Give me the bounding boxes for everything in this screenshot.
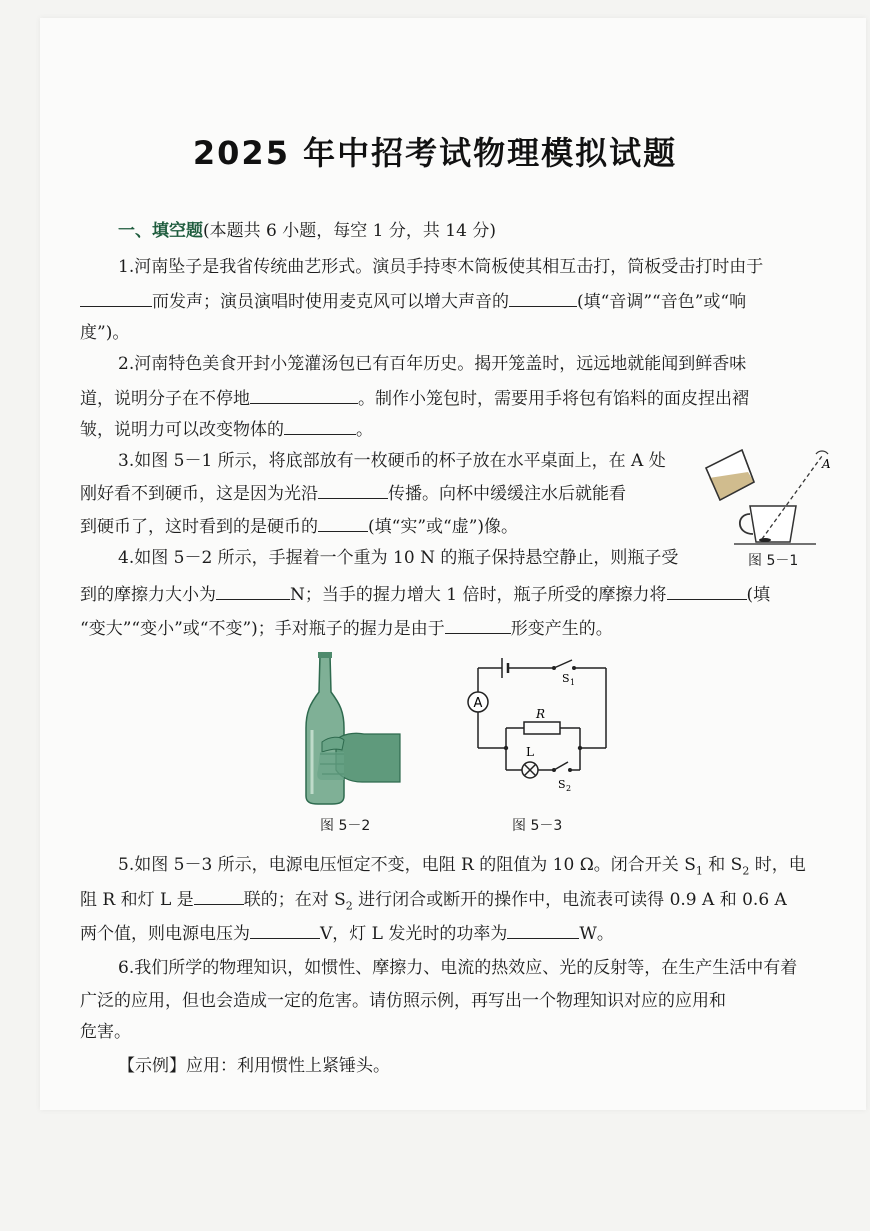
ammeter-label: A	[473, 696, 483, 711]
switch-s1-label: S	[562, 672, 570, 685]
resistor-r	[524, 722, 560, 734]
q5-text: V，灯 L 发光时的功率为	[320, 924, 508, 944]
figure-5-1-caption: 图 5－1	[748, 553, 799, 569]
resistor-label: R	[536, 707, 546, 721]
answer-blank[interactable]	[194, 888, 244, 905]
answer-blank[interactable]	[284, 418, 356, 435]
point-a-label: A	[822, 457, 831, 471]
q4-text: 形变产生的。	[510, 619, 613, 639]
q4-text: “变大”“变小”或“不变”)；手对瓶子的握力是由于	[80, 619, 445, 639]
q4-text: (填	[746, 585, 771, 605]
q5-text: 联的；在对 S	[243, 890, 346, 910]
section-heading	[118, 220, 496, 242]
pouring-cup-icon	[706, 450, 754, 500]
q5-line2	[80, 888, 787, 917]
q5-text: 阻 R 和灯 L 是	[80, 890, 194, 910]
answer-blank[interactable]	[318, 482, 388, 499]
q1-text: 而发声；演员演唱时使用麦克风可以增大声音的	[152, 292, 509, 312]
q5-text: W。	[579, 924, 614, 944]
q2-text: 。	[356, 420, 373, 440]
answer-blank[interactable]	[667, 583, 747, 600]
answer-blank[interactable]	[509, 290, 577, 307]
q3-line3	[80, 515, 518, 538]
figure-5-3-circuit	[462, 652, 612, 800]
section-title: 一、填空题	[118, 221, 203, 241]
lamp-label: L	[526, 745, 534, 759]
subscript: 1	[695, 864, 703, 878]
figure-5-2-caption: 图 5－2	[320, 818, 371, 834]
q3-text: 传播。向杯中缓缓注水后就能看	[388, 484, 626, 504]
q6-example: 【示例】应用：利用惯性上紧锤头。	[118, 1056, 390, 1076]
hand-icon	[317, 733, 400, 782]
q2-text: 皱，说明力可以改变物体的	[80, 420, 284, 440]
q5-line1	[118, 854, 806, 882]
answer-blank[interactable]	[318, 515, 368, 532]
q4-line1: 4.如图 5－2 所示，手握着一个重为 10 N 的瓶子保持悬空静止，则瓶子受	[118, 548, 679, 568]
section-note: (本题共 6 小题，每空 1 分，共 14 分)	[203, 221, 496, 241]
answer-blank[interactable]	[250, 922, 320, 939]
answer-blank[interactable]	[216, 583, 290, 600]
switch-s1-blade	[554, 660, 572, 668]
q2-line2	[80, 387, 749, 410]
coin-icon	[759, 538, 771, 542]
q6-line1: 6.我们所学的物理知识，如惯性、摩擦力、电流的热效应、光的反射等，在生产生活中有着	[118, 958, 798, 978]
q6-line3: 危害。	[80, 1022, 131, 1042]
q5-line3	[80, 922, 614, 945]
page-title: 2025 年中招考试物理模拟试题	[192, 134, 678, 172]
q3-text: (填“实”或“虚”)像。	[368, 517, 519, 537]
q2-line1: 2.河南特色美食开封小笼灌汤包已有百年历史。揭开笼盖时，远远地就能闻到鲜香味	[118, 354, 747, 374]
q4-text: 到的摩擦力大小为	[80, 585, 216, 605]
q3-line1: 3.如图 5－1 所示，将底部放有一枚硬币的杯子放在水平桌面上，在 A 处	[118, 451, 666, 471]
q4-line2	[80, 583, 770, 606]
answer-blank[interactable]	[80, 290, 152, 307]
bottle-icon	[306, 652, 344, 804]
subscript: 2	[345, 899, 353, 913]
q1-text: (填“音调”“音色”或“响	[577, 292, 747, 312]
answer-blank[interactable]	[445, 617, 511, 634]
cup-icon	[740, 506, 796, 542]
switch-s2-label: S	[558, 778, 566, 791]
answer-blank[interactable]	[250, 387, 358, 404]
switch-s2-sub: 2	[566, 784, 572, 793]
q5-text: 进行闭合或断开的操作中，电流表可读得 0.9 A 和 0.6 A	[352, 890, 787, 910]
answer-blank[interactable]	[507, 922, 579, 939]
q1-line3: 度”)。	[80, 323, 130, 343]
figure-5-2-bottle-hand	[292, 650, 404, 806]
q6-line2: 广泛的应用，但也会造成一定的危害。请仿照示例，再写出一个物理知识对应的应用和	[80, 991, 726, 1011]
q2-text: 道，说明分子在不停地	[80, 389, 250, 409]
q5-text: 5.如图 5－3 所示，电源电压恒定不变，电阻 R 的阻值为 10 Ω。闭合开关 S	[118, 855, 696, 875]
q3-text: 到硬币了，这时看到的是硬币的	[80, 517, 318, 537]
q2-text: 。制作小笼包时，需要用手将包有馅料的面皮捏出褶	[358, 389, 749, 409]
q1-line2	[80, 290, 746, 313]
eye-icon	[816, 451, 828, 454]
q1-line1: 1.河南坠子是我省传统曲艺形式。演员手持枣木筒板使其相互击打，筒板受击打时由于	[118, 257, 764, 277]
q3-text: 刚好看不到硬币，这是因为光沿	[80, 484, 318, 504]
switch-s2-blade	[554, 762, 568, 770]
q4-line3	[80, 617, 613, 640]
switch-s1-sub: 1	[570, 678, 576, 687]
q5-text: 和 S	[702, 855, 743, 875]
q5-text: 时，电	[749, 855, 806, 875]
figure-5-1-cup-coin	[698, 446, 834, 550]
figure-5-3-caption: 图 5－3	[512, 818, 563, 834]
q4-text: N；当手的握力增大 1 倍时，瓶子所受的摩擦力将	[290, 585, 667, 605]
q5-text: 两个值，则电源电压为	[80, 924, 250, 944]
q3-line2	[80, 482, 626, 505]
subscript: 2	[742, 864, 750, 878]
q2-line3	[80, 418, 373, 441]
